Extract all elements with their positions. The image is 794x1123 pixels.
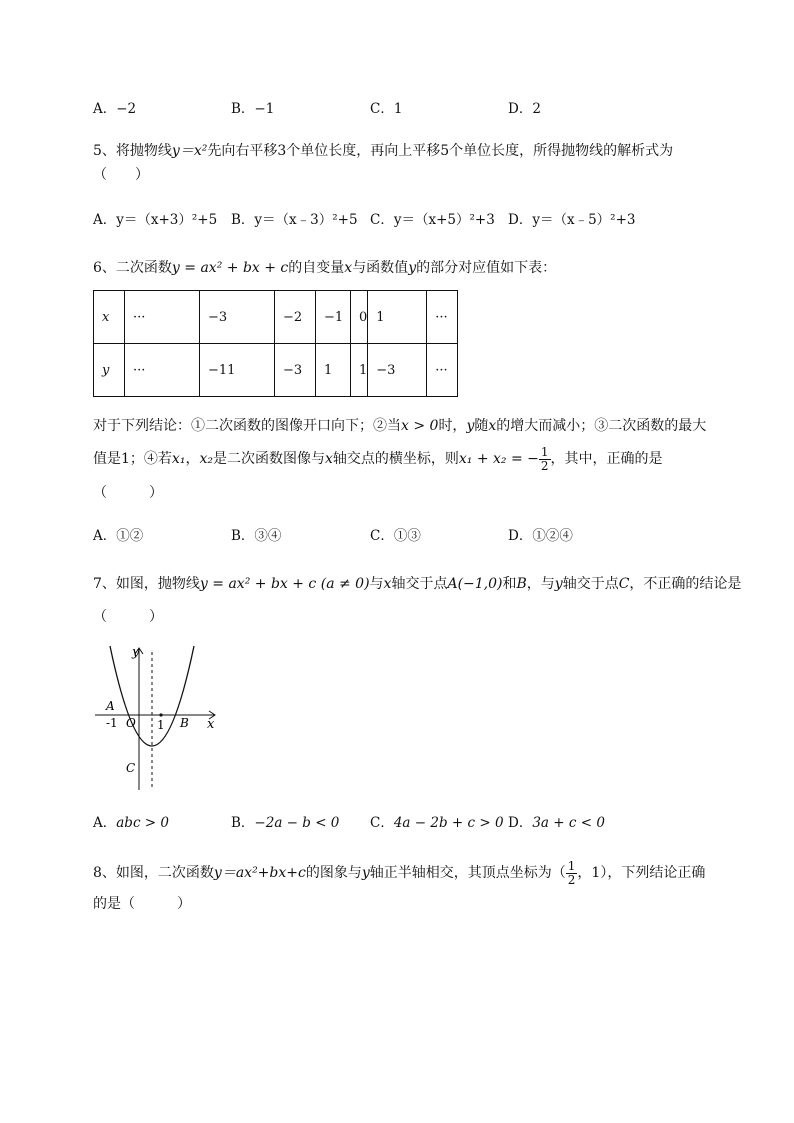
q6-value-table xyxy=(93,290,458,397)
q8-stem-line1: 8、如图，二次函数y＝ax²+bx+c的图象与y轴正半轴相交，其顶点坐标为（ $\frac{1}{2}$ ，1），下列结论正确 xyxy=(93,858,706,887)
q6-option-c[interactable]: C．①③ xyxy=(370,528,421,544)
table-cell: 1 xyxy=(351,344,368,397)
q7-option-c[interactable]: C．4a − 2b + c > 0 xyxy=(370,815,504,831)
graph-label-o: O xyxy=(126,716,136,730)
q6-conclusions-line1: 对于下列结论：①二次函数的图像开口向下；②当x > 0时，y随x的增大而减小；③二次函数的最大 xyxy=(93,418,707,434)
q7-option-a[interactable]: A．abc > 0 xyxy=(93,815,169,831)
graph-label-b: B xyxy=(180,716,189,730)
table-cell: ··· xyxy=(427,344,458,397)
q5-stem: 5、将抛物线y＝x²先向右平移3个单位长度，再向上平移5个单位长度，所得抛物线的解析式为 xyxy=(93,143,674,159)
q4-option-c[interactable]: C．1 xyxy=(370,101,403,117)
graph-label-c: C xyxy=(126,761,136,775)
q6-answer-blank[interactable]: （ ） xyxy=(93,485,163,501)
table-row-x xyxy=(94,291,458,344)
q4-option-b[interactable]: B．−1 xyxy=(231,101,275,117)
q4-option-a[interactable]: A．−2 xyxy=(93,101,137,117)
q5-option-b[interactable]: B．y＝（x﹣3）²+5 xyxy=(231,212,358,228)
q8-stem-line2: 的是（ ） xyxy=(93,896,191,912)
table-cell: −3 xyxy=(200,291,275,344)
table-cell: 1 xyxy=(368,291,427,344)
q7-stem: 7、如图，抛物线y = ax² + bx + c (a ≠ 0)与x轴交于点A(−1,0)和B，与y轴交于点C，不正确的结论是 xyxy=(93,576,742,592)
point-one-dot xyxy=(159,713,162,716)
table-row-y xyxy=(94,344,458,397)
table-cell: −3 xyxy=(368,344,427,397)
q7-answer-blank[interactable]: （ ） xyxy=(93,609,163,625)
table-cell: ··· xyxy=(125,344,200,397)
q5-option-d[interactable]: D．y＝（x﹣5）²+3 xyxy=(508,212,636,228)
table-cell: ··· xyxy=(427,291,458,344)
graph-label-a: A xyxy=(106,699,115,713)
graph-label-x: x xyxy=(207,717,215,732)
q6-stem: 6、二次函数y = ax² + bx + c的自变量x与函数值y的部分对应值如下表： xyxy=(93,260,557,276)
q6-option-d[interactable]: D．①②④ xyxy=(508,528,573,544)
table-cell: −2 xyxy=(275,291,316,344)
q6-conclusions-line2: 值是1；④若x₁，x₂是二次函数图像与x轴交点的横坐标，则x₁ + x₂ = − $\frac{1}{2}$ ，其中，正确的是 xyxy=(93,444,663,473)
table-cell: 0 xyxy=(351,291,368,344)
q6-option-a[interactable]: A．①② xyxy=(93,528,144,544)
q7-parabola-graph xyxy=(93,640,228,795)
q5-answer-blank[interactable]: （ ） xyxy=(93,167,149,183)
q7-option-d[interactable]: D．3a + c < 0 xyxy=(508,815,605,831)
q5-option-c[interactable]: C．y＝（x+5）²+3 xyxy=(370,212,495,228)
table-cell: −3 xyxy=(275,344,316,397)
table-cell: y xyxy=(94,344,125,397)
q5-option-a[interactable]: A．y＝（x+3）²+5 xyxy=(93,212,218,228)
table-cell: −1 xyxy=(316,291,351,344)
table-cell: x xyxy=(94,291,125,344)
q4-option-d[interactable]: D．2 xyxy=(508,101,541,117)
graph-label-neg1: -1 xyxy=(106,716,118,730)
graph-label-one: 1 xyxy=(157,718,165,732)
table-cell: ··· xyxy=(125,291,200,344)
fraction-one-half: $\frac{1}{2}$ xyxy=(567,858,576,887)
q6-option-b[interactable]: B．③④ xyxy=(231,528,282,544)
fraction-one-half: $\frac{1}{2}$ xyxy=(540,444,549,473)
table-cell: −11 xyxy=(200,344,275,397)
graph-label-y: y xyxy=(132,645,140,660)
table-cell: 1 xyxy=(316,344,351,397)
q7-option-b[interactable]: B．−2a − b < 0 xyxy=(231,815,340,831)
